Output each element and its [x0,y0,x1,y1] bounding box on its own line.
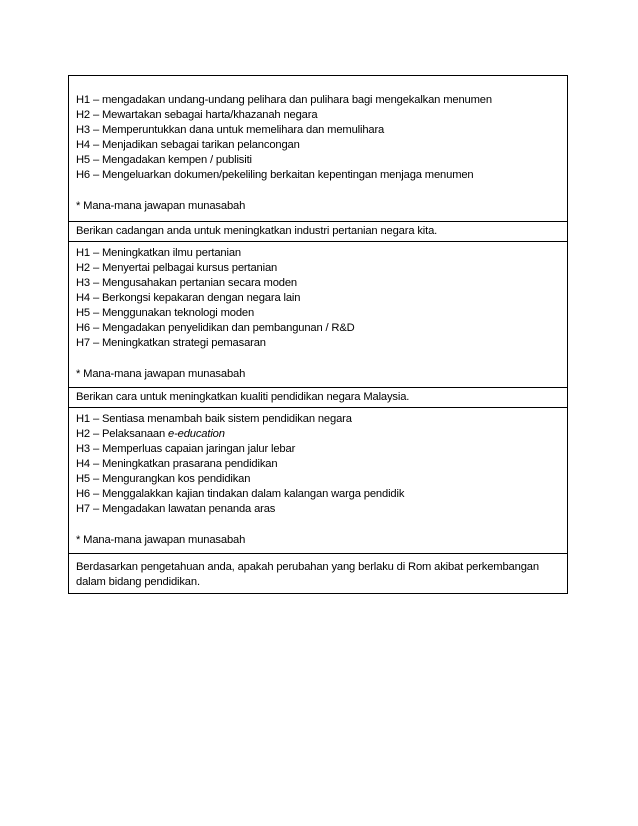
answer-line: H1 – Meningkatkan ilmu pertanian [76,246,241,259]
question-text: Berdasarkan pengetahuan anda, apakah perubahan yang berlaku di Rom akibat perkembangan [76,560,539,573]
answer-line: H5 – Menggunakan teknologi moden [76,307,255,320]
question-cell [69,387,567,407]
question-text: dalam bidang pendidikan. [76,575,200,588]
answer-line [76,427,560,442]
answer-note: * Mana-mana jawapan munasabah [76,533,246,546]
answer-line: H6 – Mengadakan penyelidikan dan pembangunan / R&D [76,322,355,335]
question-cell [69,221,567,241]
question-text: Berikan cara untuk meningkatkan kualiti pendidikan negara Malaysia. [76,390,410,403]
answer-cell [69,76,567,221]
answer-line: H1 – mengadakan undang-undang pelihara dan pulihara bagi mengekalkan menumen [76,94,492,106]
spacer [76,352,560,367]
question-text: Berikan cadangan anda untuk meningkatkan industri pertanian negara kita. [76,224,438,237]
answer-line: H7 – Mengadakan lawatan penanda aras [76,503,276,516]
answer-line: H4 – Meningkatkan prasarana pendidikan [76,458,278,471]
spacer [76,517,560,532]
italic-term: e-education [168,427,225,440]
answer-note: * Mana-mana jawapan munasabah [76,199,246,212]
answer-line: H3 – Memperuntukkan dana untuk memelihara dan memulihara [76,124,385,137]
answer-line: H6 – Mengeluarkan dokumen/pekeliling berkaitan kepentingan menjaga menumen [76,169,474,182]
answer-cell [69,241,567,387]
question-cell [69,553,567,593]
answer-line-text: H2 – Pelaksanaan [76,427,168,440]
answer-line: H4 – Berkongsi kepakaran dengan negara lain [76,292,301,305]
answer-line: H7 – Meningkatkan strategi pemasaran [76,337,266,350]
answer-line: H5 – Mengurangkan kos pendidikan [76,473,251,486]
answer-cell [69,407,567,553]
answer-line: H1 – Sentiasa menambah baik sistem pendidikan negara [76,412,352,425]
answer-line: H4 – Menjadikan sebagai tarikan pelancongan [76,139,300,152]
spacer [76,184,560,199]
answer-line: H2 – Mewartakan sebagai harta/khazanah negara [76,109,318,122]
answer-line: H6 – Menggalakkan kajian tindakan dalam kalangan warga pendidik [76,488,405,501]
answer-line: H2 – Menyertai pelbagai kursus pertanian [76,261,278,274]
answer-line: H3 – Mengusahakan pertanian secara moden [76,277,298,290]
answer-note: * Mana-mana jawapan munasabah [76,367,246,380]
answer-line: H5 – Mengadakan kempen / publisiti [76,154,252,167]
answer-scheme-table [68,75,568,594]
answer-line: H3 – Memperluas capaian jaringan jalur lebar [76,442,296,455]
